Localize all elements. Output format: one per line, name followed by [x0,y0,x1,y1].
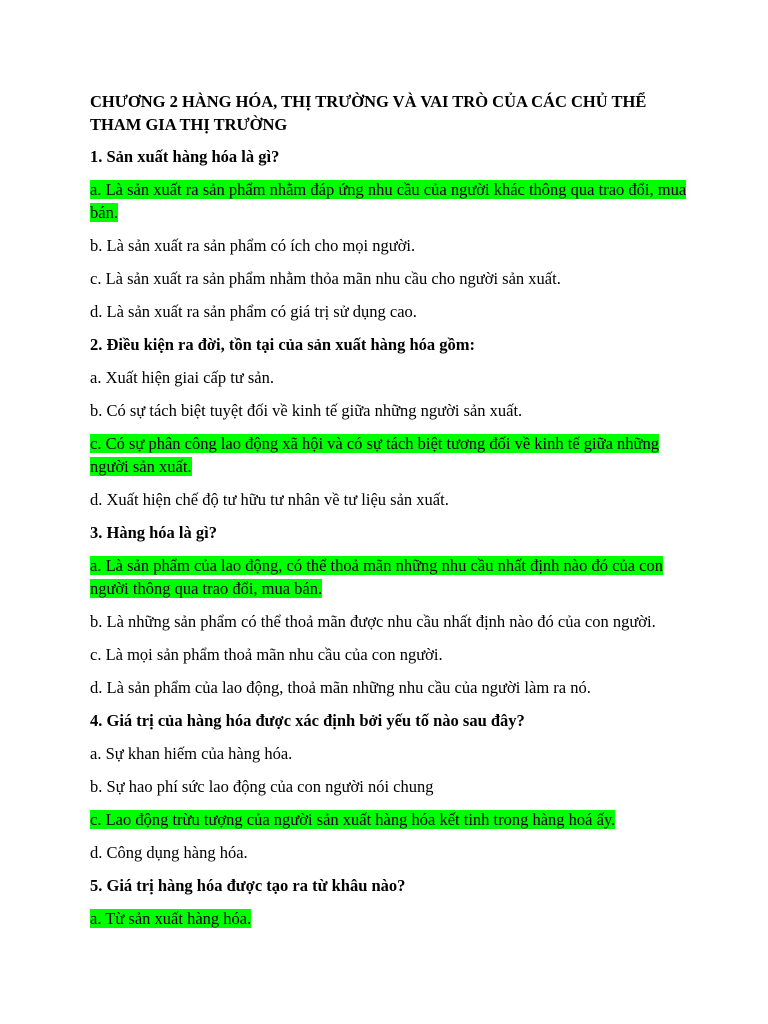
answer-option-text: d. Công dụng hàng hóa. [90,843,248,862]
question-list [90,145,688,930]
question-5 [90,874,688,930]
question-3 [90,521,688,699]
answer-option [90,841,688,864]
answer-option-correct [90,907,688,930]
answer-option [90,610,688,633]
question-2 [90,333,688,511]
answer-option-text: a. Là sản xuất ra sản phẩm nhằm đáp ứng nhu cầu của người khác thông qua trao đổi, mua bán. [90,180,687,222]
answer-option [90,234,688,257]
question-text: 3. Hàng hóa là gì? [90,523,217,542]
answer-option [90,775,688,798]
answer-option-text: d. Là sản phẩm của lao động, thoả mãn những nhu cầu của người làm ra nó. [90,678,591,697]
question-text: 2. Điều kiện ra đời, tồn tại của sản xuất hàng hóa gồm: [90,335,476,354]
answer-option [90,643,688,666]
question-text: 1. Sản xuất hàng hóa là gì? [90,147,280,166]
chapter-title: CHƯƠNG 2 HÀNG HÓA, THỊ TRƯỜNG VÀ VAI TRÒ CỦA CÁC CHỦ THỂ THAM GIA THỊ TRƯỜNG [90,92,647,134]
answer-option [90,399,688,422]
answer-option-correct [90,178,688,224]
answer-option [90,267,688,290]
answer-option-text: a. Từ sản xuất hàng hóa. [90,909,252,928]
answer-option-correct [90,432,688,478]
answer-option [90,300,688,323]
answer-option-text: a. Sự khan hiếm của hàng hóa. [90,744,293,763]
answer-option-text: b. Là những sản phẩm có thể thoả mãn được nhu cầu nhất định nào đó của con người. [90,612,656,631]
answer-option-text: b. Có sự tách biệt tuyệt đối về kinh tế giữa những người sản xuất. [90,401,523,420]
answer-option-text: a. Xuất hiện giai cấp tư sản. [90,368,274,387]
answer-option-text: c. Là sản xuất ra sản phẩm nhằm thỏa mãn nhu cầu cho người sản xuất. [90,269,561,288]
answer-option-text: a. Là sản phẩm của lao động, có thể thoả mãn những nhu cầu nhất định nào đó của con người thông qua trao đổi, mua bán. [90,556,663,598]
question-text: 5. Giá trị hàng hóa được tạo ra từ khâu nào? [90,876,406,895]
answer-option-text: b. Là sản xuất ra sản phẩm có ích cho mọi người. [90,236,416,255]
answer-option [90,366,688,389]
answer-option-text: b. Sự hao phí sức lao động của con người nói chung [90,777,434,796]
answer-option [90,742,688,765]
answer-option-correct [90,554,688,600]
answer-option-text: d. Là sản xuất ra sản phẩm có giá trị sử dụng cao. [90,302,417,321]
question-text: 4. Giá trị của hàng hóa được xác định bởi yếu tố nào sau đây? [90,711,525,730]
answer-option [90,676,688,699]
answer-option [90,488,688,511]
answer-option-text: c. Lao động trừu tượng của người sản xuất hàng hóa kết tinh trong hàng hoá ấy. [90,810,616,829]
question-1 [90,145,688,323]
answer-option-text: c. Là mọi sản phẩm thoả mãn nhu cầu của con người. [90,645,443,664]
answer-option-correct [90,808,688,831]
answer-option-text: d. Xuất hiện chế độ tư hữu tư nhân về tư liệu sản xuất. [90,490,449,509]
question-4 [90,709,688,864]
answer-option-text: c. Có sự phân công lao động xã hội và có sự tách biệt tương đối về kinh tế giữa những người sản xuất. [90,434,659,476]
